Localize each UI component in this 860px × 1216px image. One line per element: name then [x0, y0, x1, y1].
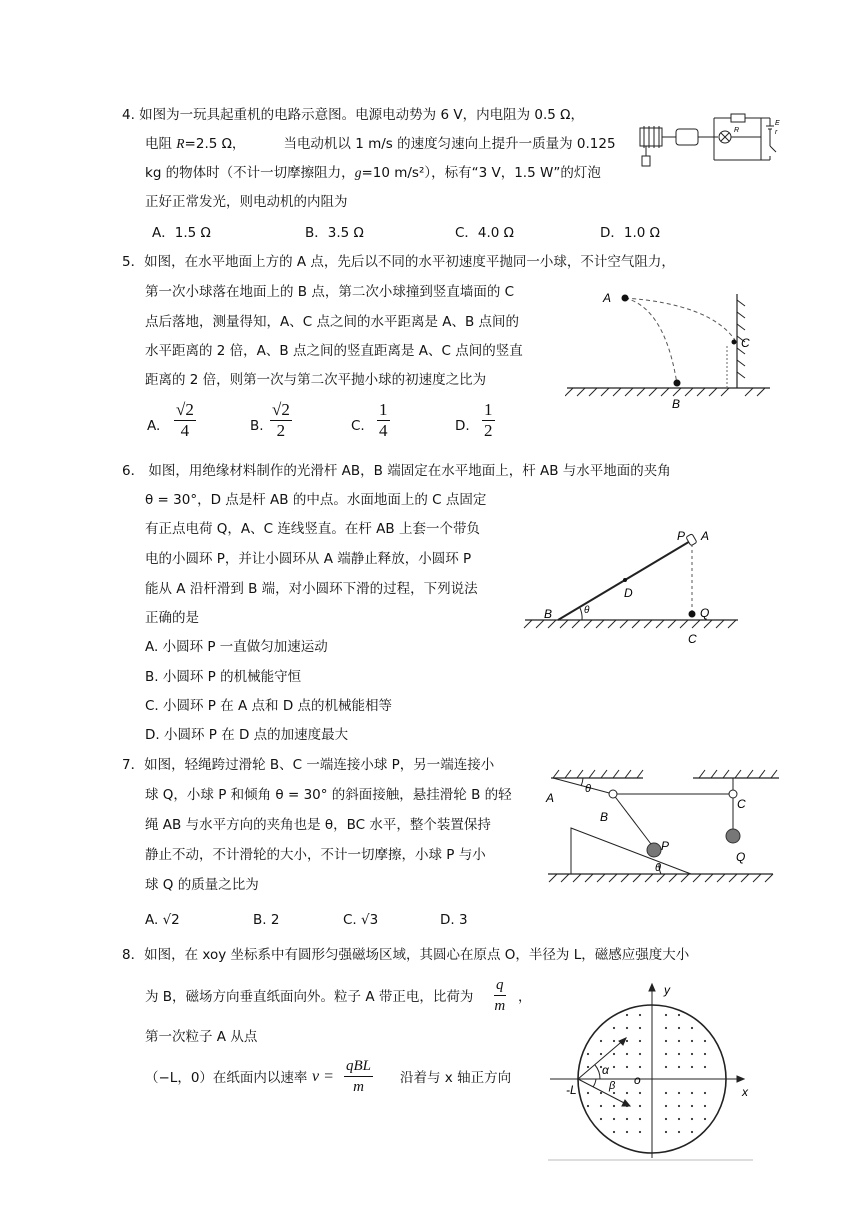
- field-dot: [639, 1118, 641, 1120]
- field-dot: [704, 1118, 706, 1120]
- q7-option-d: D. 3: [440, 912, 468, 928]
- field-dot: [691, 1105, 693, 1107]
- q4-fig-label-rint: r: [775, 129, 778, 136]
- q4-fig-label-e: E: [775, 120, 780, 127]
- q8-fig-label-alpha: α: [602, 1063, 609, 1077]
- q8-fig-label-x: x: [742, 1085, 748, 1099]
- q8-line1: 8．如图，在 xoy 坐标系中有圆形匀强磁场区域，其圆心在原点 O，半径为 L，磁感应强度大小: [122, 947, 690, 963]
- field-dot: [704, 1105, 706, 1107]
- field-dot: [613, 1131, 615, 1133]
- q7-fig-label-b: B: [600, 810, 609, 824]
- q8-magnetic-field-figure: [548, 980, 758, 1162]
- field-dot: [704, 1066, 706, 1068]
- q7-fig-label-c: C: [737, 797, 746, 811]
- q5-option-c-frac: $\frac{1}{4}$: [379, 400, 388, 440]
- q8-line2-end: ，: [518, 989, 532, 1005]
- q7-line4: 静止不动，不计滑轮的大小，不计一切摩擦，小球 P 与小: [145, 847, 486, 863]
- q5-option-c-label: C.: [351, 418, 365, 434]
- field-dot: [665, 1053, 667, 1055]
- q6-line5: 能从 A 沿杆滑到 B 端，对小圆环下滑的过程，下列说法: [145, 581, 478, 597]
- q5-fig-label-a: A: [603, 291, 612, 305]
- q5-option-a-frac: $\frac{√2}{4}$: [176, 400, 194, 440]
- field-dot: [626, 1092, 628, 1094]
- q4-line1: 4. 如图为一玩具起重机的电路示意图。电源电动势为 6 V，内电阻为 0.5 Ω，: [122, 107, 584, 123]
- q8-speed-frac: qBL m: [346, 1058, 372, 1095]
- q5-line2: 第一次小球落在地面上的 B 点，第二次小球撞到竖直墙面的 C: [145, 284, 515, 300]
- field-dot: [639, 1092, 641, 1094]
- q8-line2: 为 B，磁场方向垂直纸面向外。粒子 A 带正电，比荷为: [145, 989, 474, 1005]
- field-dot: [613, 1027, 615, 1029]
- q7-fig-label-theta1: θ: [585, 783, 591, 795]
- q5-line1: 5．如图，在水平地面上方的 A 点，先后以不同的水平初速度平抛同一小球，不计空气阻力，: [122, 254, 675, 270]
- field-dot: [691, 1027, 693, 1029]
- q4-fig-label-r: R: [734, 127, 740, 134]
- q5-fig-label-c: C: [741, 336, 750, 350]
- q4-circuit-figure: [636, 108, 784, 172]
- field-dot: [587, 1092, 589, 1094]
- q8-line4b: 沿着与 x 轴正方向: [400, 1070, 512, 1086]
- field-dot: [600, 1040, 602, 1042]
- q6-line1: 6． 如图，用绝缘材料制作的光滑杆 AB，B 端固定在水平地面上，杆 AB 与水平地面的夹角: [122, 463, 671, 479]
- q7-fig-label-a: A: [546, 791, 555, 805]
- field-dot: [665, 1105, 667, 1107]
- field-dot: [613, 1105, 615, 1107]
- field-dot: [626, 1014, 628, 1016]
- q5-projectile-figure: [565, 286, 775, 416]
- field-dot: [639, 1066, 641, 1068]
- q4-option-b: B．3.5 Ω: [305, 225, 364, 241]
- field-dot: [704, 1092, 706, 1094]
- field-dot: [678, 1027, 680, 1029]
- field-dot: [691, 1118, 693, 1120]
- q4-line3: kg 的物体时（不计一切摩擦阻力，g=10 m/s²），标有“3 V，1.5 W”的灯泡: [145, 165, 601, 181]
- field-dot: [587, 1105, 589, 1107]
- q8-fig-label-y: y: [664, 983, 670, 997]
- field-dot: [665, 1040, 667, 1042]
- field-dot: [665, 1066, 667, 1068]
- q7-option-b: B. 2: [253, 912, 280, 928]
- field-dot: [600, 1053, 602, 1055]
- field-dot: [704, 1040, 706, 1042]
- q6-fig-label-b: B: [544, 607, 553, 621]
- q6-option-a: A. 小圆环 P 一直做匀加速运动: [145, 639, 328, 655]
- q4-line2: 电阻 R=2.5 Ω， 当电动机以 1 m/s 的速度匀速向上提升一质量为 0.125: [145, 136, 616, 152]
- field-dot: [678, 1105, 680, 1107]
- q4-option-d: D．1.0 Ω: [600, 225, 660, 241]
- field-dot: [704, 1053, 706, 1055]
- field-dot: [626, 1027, 628, 1029]
- q8-v-eq: v =: [312, 1068, 334, 1085]
- q7-line1: 7．如图，轻绳跨过滑轮 B、C 一端连接小球 P，另一端连接小: [122, 757, 495, 773]
- q7-line2: 球 Q，小球 P 和倾角 θ = 30° 的斜面接触，悬挂滑轮 B 的轻: [145, 787, 512, 803]
- q6-line6: 正确的是: [145, 610, 199, 626]
- field-dot: [665, 1092, 667, 1094]
- q6-fig-label-a: A: [701, 529, 710, 543]
- field-dot: [678, 1053, 680, 1055]
- field-dot: [626, 1118, 628, 1120]
- q5-line4: 水平距离的 2 倍，A、B 点之间的竖直距离是 A、C 点间的竖直: [145, 343, 523, 359]
- q7-option-a: A. √2: [145, 912, 180, 928]
- q5-option-a-label: A.: [147, 418, 161, 434]
- field-dot: [587, 1066, 589, 1068]
- field-dot: [678, 1066, 680, 1068]
- q5-option-b-frac: $\frac{√2}{2}$: [272, 400, 290, 440]
- field-dot: [678, 1131, 680, 1133]
- q7-pulley-figure: [543, 768, 785, 886]
- q4-line4: 正好正常发光，则电动机的内阻为: [145, 194, 348, 210]
- field-dot: [626, 1040, 628, 1042]
- field-dot: [639, 1027, 641, 1029]
- q8-fig-label-neg-l: -L: [566, 1083, 577, 1097]
- field-dot: [587, 1053, 589, 1055]
- q8-line3: 第一次粒子 A 从点: [145, 1029, 258, 1045]
- field-dot: [626, 1053, 628, 1055]
- field-dot: [626, 1066, 628, 1068]
- q7-fig-label-q: Q: [736, 850, 746, 864]
- field-dot: [613, 1053, 615, 1055]
- field-dot: [639, 1014, 641, 1016]
- q6-option-d: D. 小圆环 P 在 D 点的加速度最大: [145, 727, 349, 743]
- q5-option-d-label: D.: [455, 418, 470, 434]
- q8-fig-label-beta: β: [609, 1080, 616, 1092]
- q6-fig-label-q: Q: [700, 606, 710, 620]
- field-dot: [691, 1092, 693, 1094]
- q4-option-a: A．1.5 Ω: [152, 225, 211, 241]
- q6-option-b: B. 小圆环 P 的机械能守恒: [145, 669, 302, 685]
- q6-fig-label-c: C: [688, 632, 697, 646]
- field-dot: [691, 1131, 693, 1133]
- field-dot: [665, 1131, 667, 1133]
- field-dot: [678, 1118, 680, 1120]
- field-dot: [691, 1066, 693, 1068]
- q7-line3: 绳 AB 与水平方向的夹角也是 θ，BC 水平，整个装置保持: [145, 817, 491, 833]
- q6-line4: 电的小圆环 P，并让小圆环从 A 端静止释放，小圆环 P: [145, 551, 472, 567]
- q5-line3: 点后落地，测量得知，A、C 点之间的水平距离是 A、B 点间的: [145, 314, 520, 330]
- field-dot: [665, 1027, 667, 1029]
- q6-fig-label-d: D: [624, 586, 633, 600]
- q6-line3: 有正点电荷 Q，A、C 连线竖直。在杆 AB 上套一个带负: [145, 521, 480, 537]
- field-dot: [600, 1118, 602, 1120]
- field-dot: [678, 1014, 680, 1016]
- field-dot: [639, 1105, 641, 1107]
- field-dot: [639, 1040, 641, 1042]
- q4-option-c: C．4.0 Ω: [455, 225, 515, 241]
- q6-option-c: C. 小圆环 P 在 A 点和 D 点的机械能相等: [145, 698, 393, 714]
- field-dot: [665, 1014, 667, 1016]
- field-dot: [613, 1092, 615, 1094]
- field-dot: [678, 1040, 680, 1042]
- field-dot: [639, 1053, 641, 1055]
- field-dot: [691, 1040, 693, 1042]
- q8-fig-label-origin: o: [634, 1073, 641, 1087]
- q7-line5: 球 Q 的质量之比为: [145, 877, 259, 893]
- field-dot: [626, 1131, 628, 1133]
- field-dot: [613, 1066, 615, 1068]
- q6-line2: θ = 30°，D 点是杆 AB 的中点。水面地面上的 C 点固定: [145, 492, 487, 508]
- field-dot: [613, 1118, 615, 1120]
- q6-fig-label-p: P: [677, 529, 686, 543]
- field-dot: [691, 1053, 693, 1055]
- field-dot: [600, 1105, 602, 1107]
- q7-option-c: C. √3: [343, 912, 379, 928]
- q8-line4a: （−L，0）在纸面内以速率: [145, 1070, 308, 1086]
- q8-charge-mass-frac: $\frac{q}{m}$: [494, 977, 506, 1014]
- q5-option-d-frac: $\frac{1}{2}$: [484, 400, 493, 440]
- q7-fig-label-theta2: θ: [655, 862, 661, 874]
- q6-rod-figure: [520, 525, 745, 650]
- q6-fig-label-theta: θ: [584, 605, 590, 616]
- q7-fig-label-p: P: [661, 839, 670, 853]
- field-dot: [639, 1131, 641, 1133]
- field-dot: [665, 1118, 667, 1120]
- q5-option-b-label: B.: [250, 418, 264, 434]
- field-dot: [613, 1040, 615, 1042]
- field-dot: [678, 1092, 680, 1094]
- field-dot: [600, 1092, 602, 1094]
- q5-fig-label-b: B: [672, 397, 681, 411]
- q5-line5: 距离的 2 倍，则第一次与第二次平抛小球的初速度之比为: [145, 372, 487, 388]
